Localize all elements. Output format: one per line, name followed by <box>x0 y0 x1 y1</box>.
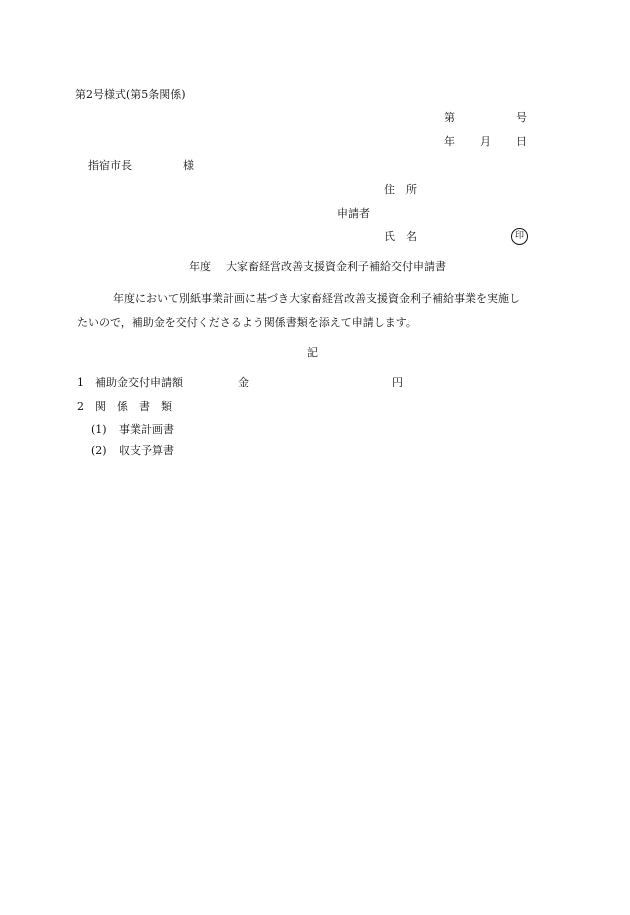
addressee-honorific: 様 <box>183 159 194 172</box>
document-title-year: 年度 <box>189 260 211 273</box>
item-1-label: 補助金交付申請額 <box>95 376 183 389</box>
document-title: 大家畜経営改善支援資金利子補給交付申請書 <box>226 260 446 273</box>
seal-mark: 印 <box>511 228 528 245</box>
item-2-label: 関 係 書 類 <box>95 400 172 413</box>
item-1-number: 1 <box>77 376 84 389</box>
applicant-name-label: 氏 名 <box>384 230 417 243</box>
sub-item-2-label: 収支予算書 <box>119 444 174 457</box>
document-number-prefix: 第 <box>444 111 455 124</box>
item-2-number: 2 <box>77 400 84 413</box>
item-1-kin: 金 <box>238 376 249 389</box>
applicant-address-label: 住 所 <box>384 183 417 196</box>
sub-item-2-number: (2) <box>91 444 107 457</box>
sub-item-1-label: 事業計画書 <box>119 423 174 436</box>
date-month: 月 <box>480 135 491 148</box>
body-line-1-year: 年度 <box>113 292 135 305</box>
date-year: 年 <box>444 135 455 148</box>
document-number-suffix: 号 <box>516 111 527 124</box>
body-line-2: たいので，補助金を交付くださるよう関係書類を添えて申請します。 <box>77 316 417 329</box>
date-day: 日 <box>516 135 527 148</box>
ki-heading: 記 <box>307 346 318 359</box>
applicant-label: 申請者 <box>337 207 370 220</box>
form-number: 第2号様式(第5条関係) <box>75 88 186 101</box>
sub-item-1-number: (1) <box>91 423 107 436</box>
body-line-1: において別紙事業計画に基づき大家畜経営改善支援資金利子補給事業を実施し <box>135 292 520 305</box>
addressee-name: 指宿市長 <box>88 159 132 172</box>
item-1-yen: 円 <box>392 376 403 389</box>
